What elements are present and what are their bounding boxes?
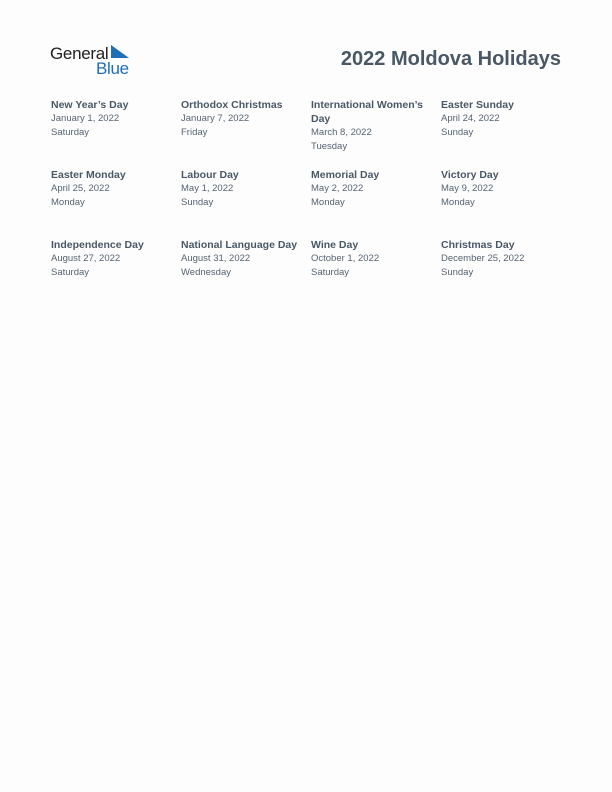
- holiday-weekday: Friday: [181, 127, 208, 138]
- holiday-date: May 2, 2022: [311, 183, 364, 194]
- holiday-weekday: Monday: [441, 197, 475, 208]
- holiday-weekday: Saturday: [51, 127, 90, 138]
- logo-word-general: General: [50, 44, 109, 63]
- holiday-date: March 8, 2022: [311, 127, 372, 138]
- holiday-weekday: Saturday: [51, 267, 90, 278]
- holiday-date: August 27, 2022: [51, 253, 121, 264]
- holiday-item: [181, 238, 306, 280]
- holiday-name: Labour Day: [181, 169, 239, 181]
- holiday-date: April 24, 2022: [441, 113, 500, 124]
- holiday-weekday: Monday: [311, 197, 345, 208]
- holiday-date: April 25, 2022: [51, 183, 110, 194]
- holiday-weekday: Monday: [51, 197, 85, 208]
- holiday-item: [441, 168, 566, 210]
- holiday-name: Victory Day: [441, 169, 499, 181]
- holiday-name: Memorial Day: [311, 169, 380, 181]
- holiday-date: August 31, 2022: [181, 253, 251, 264]
- holiday-weekday: Sunday: [181, 197, 214, 208]
- triangle-flag-icon: [111, 45, 130, 59]
- holiday-item: [51, 98, 176, 140]
- holiday-item: [311, 238, 436, 280]
- holiday-date: October 1, 2022: [311, 253, 380, 264]
- holiday-name: Orthodox Christmas: [181, 99, 283, 111]
- holiday-name: International Women’s Day: [311, 99, 424, 125]
- holiday-item: [51, 168, 176, 210]
- holiday-item: [311, 98, 436, 154]
- holiday-name: Christmas Day: [441, 239, 515, 251]
- holiday-weekday: Wednesday: [181, 267, 231, 278]
- holiday-item: [51, 238, 176, 280]
- holiday-name: National Language Day: [181, 239, 298, 251]
- holiday-name: Independence Day: [51, 239, 144, 251]
- holiday-name: Easter Sunday: [441, 99, 514, 111]
- holiday-date: May 9, 2022: [441, 183, 494, 194]
- holiday-name: Wine Day: [311, 239, 359, 251]
- holiday-name: Easter Monday: [51, 169, 126, 181]
- holiday-weekday: Sunday: [441, 267, 474, 278]
- holiday-weekday: Tuesday: [311, 141, 348, 152]
- holiday-weekday: Sunday: [441, 127, 474, 138]
- holiday-item: [441, 238, 566, 280]
- holiday-date: December 25, 2022: [441, 253, 525, 264]
- holiday-date: January 1, 2022: [51, 113, 120, 124]
- generalblue-logo: [50, 44, 140, 78]
- holiday-item: [181, 168, 306, 210]
- holiday-date: May 1, 2022: [181, 183, 234, 194]
- holiday-item: [181, 98, 306, 140]
- holiday-item: [441, 98, 566, 140]
- holiday-name: New Year’s Day: [51, 99, 129, 111]
- holiday-date: January 7, 2022: [181, 113, 250, 124]
- page-title: 2022 Moldova Holidays: [340, 48, 561, 70]
- holiday-item: [311, 168, 436, 210]
- logo-word-blue: Blue: [96, 59, 129, 78]
- holiday-weekday: Saturday: [311, 267, 350, 278]
